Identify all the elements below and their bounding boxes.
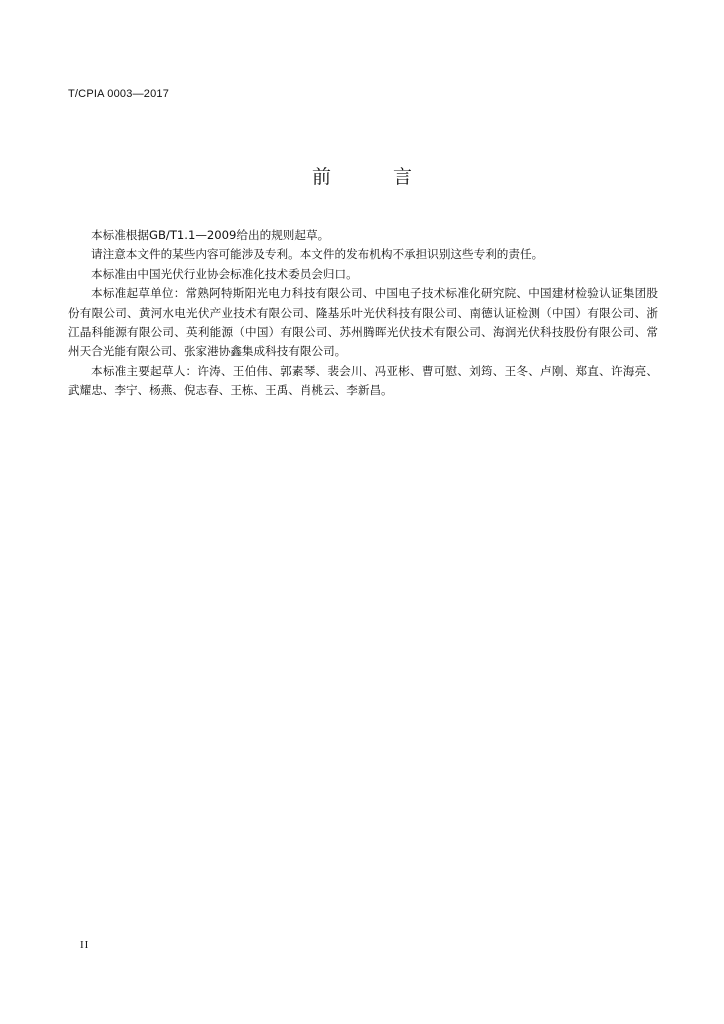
page-title: 前 言 bbox=[311, 166, 441, 188]
document-code: T/CPIA 0003—2017 bbox=[68, 88, 170, 100]
paragraph-drafting-rules: 本标准根据GB/T1.1—2009给出的规则起草。 bbox=[91, 228, 330, 242]
paragraph-patent-notice: 请注意本文件的某些内容可能涉及专利。本文件的发布机构不承担识别这些专利的责任。 bbox=[91, 247, 544, 262]
foreword-body bbox=[68, 226, 658, 401]
paragraph-committee: 本标准由中国光伏行业协会标准化技术委员会归口。 bbox=[91, 266, 358, 281]
paragraph-main-drafters: 本标准主要起草人：许涛、王伯伟、郭素琴、裴会川、冯亚彬、曹可慰、刘筠、王冬、卢刚、郑直、许海亮、武耀忠、李宁、杨燕、倪志春、王栋、王禹、肖桃云、李新昌。 bbox=[68, 363, 658, 398]
page-number: II bbox=[80, 939, 90, 951]
paragraph-drafting-organizations: 本标准起草单位：常熟阿特斯阳光电力科技有限公司、中国电子技术标准化研究院、中国建材检验认证集团股份有限公司、黄河水电光伏产业技术有限公司、隆基乐叶光伏科技有限公司、南德认证检测（中国）有限公司、浙江晶科能源有限公司、英利能源（中国）有限公司、苏州腾晖光伏技术有限公司、海润光伏科技股份有限公司、常州天合光能有限公司、张家港协鑫集成科技有限公司。 bbox=[68, 286, 658, 359]
